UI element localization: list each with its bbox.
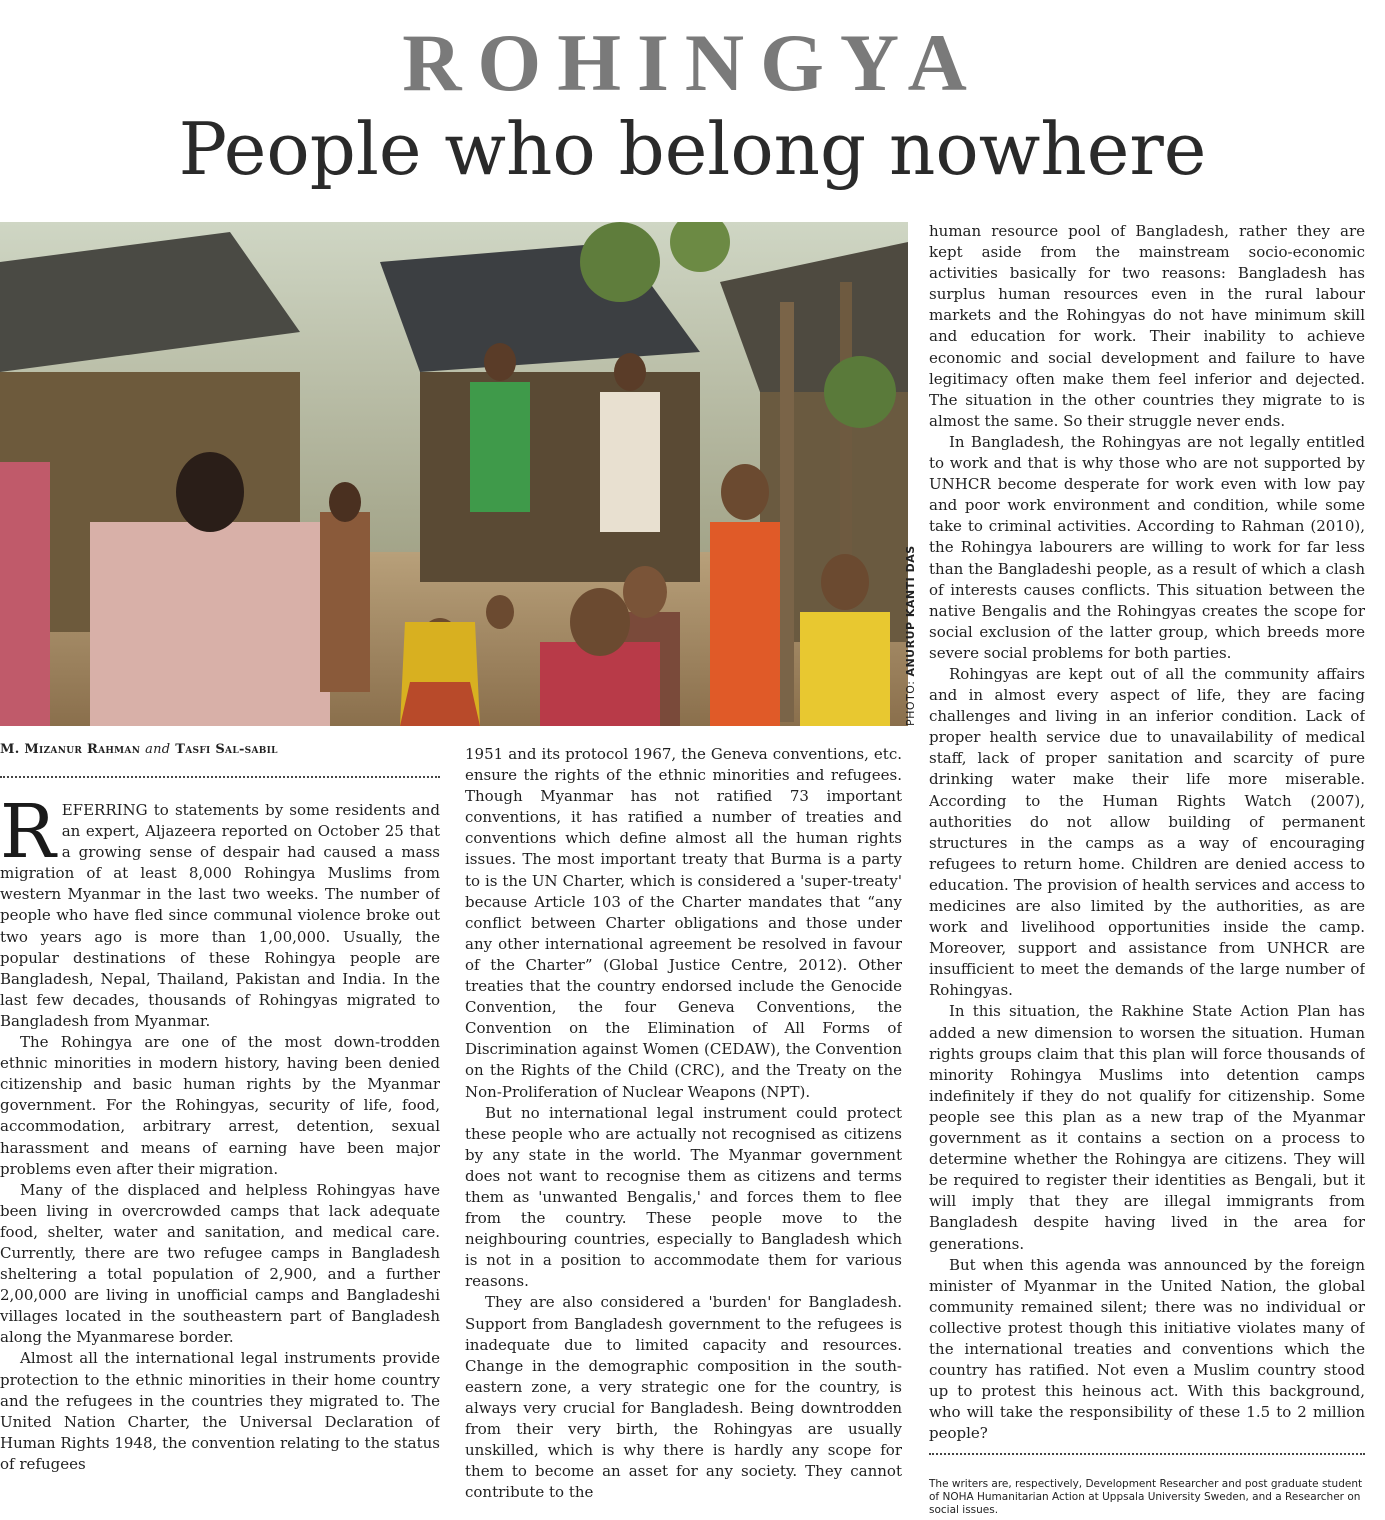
paragraph: In Bangladesh, the Rohingyas are not legally entitled to work and that is why those who are not supported by UNHCR become desperate for work even with low pay and poor work environment and condition, while some take to criminal activities. According to Rahman (2010), the Rohingya labourers are willing to work for far less than the Bangladeshi people, as a result of which a clash of interests causes conflicts. This situation between the native Bengalis and the Rohingyas creates the scope for social exclusion of the latter group, which breeds more severe social problems for both parties. (929, 432, 1365, 662)
paragraph: But when this agenda was announced by the foreign minister of Myanmar in the United Nation, the global community remained silent; there was no individual or collective protest though this initiative violates many of the international treaties and conventions which the country has ratified. Not even a Muslim country stood up to protest this heinous act. With this background, who will take the responsibility of these 1.5 to 2 million people? (929, 1255, 1365, 1443)
article-column-3 (929, 221, 1365, 1443)
paragraph: 1951 and its protocol 1967, the Geneva conventions, etc. ensure the rights of the ethnic minorities and refugees. Though Myanmar has not ratified 73 important conventions, it has ratified a number of treaties and conventions which define almost all the human rights issues. The most important treaty that Burma is a party to is the UN Charter, which is considered a 'super-treaty' because Article 103 of the Charter mandates that “any conflict between Charter obligations and those under any other international agreement be resolved in favour of the Charter” (Global Justice Centre, 2012). Other treaties that the country endorsed include the Genocide Convention, the four Geneva Conventions, the Convention on the Elimination of All Forms of Discrimination against Women (CEDAW), the Convention on the Rights of the Child (CRC), and the Treaty on the Non-Proliferation of Nuclear Weapons (NPT). (465, 745, 902, 1101)
section-kicker: ROHINGYA (402, 17, 983, 108)
byline-divider (0, 776, 440, 778)
paragraph: Almost all the international legal instruments provide protection to the ethnic minorities in their home country and the refugees in the countries they migrated to. The United Nation Charter, the Universal Declaration of Human Rights 1948, the convention relating to the status of refugees (0, 1349, 440, 1473)
author-1: M. Mizanur Rahman (0, 742, 141, 757)
paragraph: But no international legal instrument could protect these people who are actually not recognised as citizens by any state in the world. The Myanmar government does not want to recognise them as citizens and terms them as 'unwanted Bengalis,' and forces them to flee from the country. These people move to the neighbouring countries, especially to Bangladesh which is not in a position to accommodate them for various reasons. (465, 1103, 902, 1291)
photo-credit: PHOTO: ANURUP KANTI DAS (904, 545, 917, 726)
paragraph: In this situation, the Rakhine State Action Plan has added a new dimension to worsen the situation. Human rights groups claim that this plan will force thousands of minority Rohingya Muslims into detention camps indefinitely if they do not qualify for citizenship. Some people see this plan as a new trap of the Myanmar government as it contains a section on a process to determine whether the Rohingya are citizens. They will be required to register their identities as Bengali, but it will imply that they are illegal immigrants from Bangladesh despite having lived in the area for generations. (929, 1002, 1365, 1253)
byline-conjunction: and (145, 742, 171, 757)
drop-cap: R (0, 800, 56, 875)
byline (0, 742, 440, 757)
article-photo (0, 222, 908, 726)
paragraph: human resource pool of Bangladesh, rather they are kept aside from the mainstream socio-economic activities basically for two reasons: Bangladesh has surplus human resources even in the rural labour markets and the Rohingyas do not have minimum skill and education for work. Their inability to achieve economic and social development and failure to have legitimacy often make them feel inferior and dejected. The situation in the other countries they migrate to is almost the same. So their struggle never ends. (929, 222, 1365, 430)
author-footnote: The writers are, respectively, Development Researcher and post graduate student of NOHA Humanitarian Action at Uppsala University Sweden, and a Researcher on social issues. (929, 1478, 1363, 1516)
article-column-2 (465, 744, 902, 1520)
paragraph: Many of the displaced and helpless Rohingyas have been living in overcrowded camps that lack adequate food, shelter, water and sanitation, and medical care. Currently, there are two refugee camps in Bangladesh sheltering a total population of 2,900, and a further 2,00,000 are living in unofficial camps and Bangladeshi villages located in the southeastern part of Bangladesh along the Myanmarese border. (0, 1180, 440, 1347)
paragraph: Rohingyas are kept out of all the community affairs and in almost every aspect of life, they are facing challenges and living in an inferior condition. Lack of proper health service due to unavailability of medical staff, lack of proper sanitation and scarcity of pure drinking water make their life more miserable. According to the Human Rights Watch (2007), authorities do not allow building of permanent structures in the camps as a way of encouraging refugees to return home. Children are denied access to education. The provision of health services and access to medicines are also limited by the authorities, as are work and livelihood opportunities inside the camp. Moreover, support and assistance from UNHCR are insufficient to meet the demands of the large number of Rohingyas. (929, 664, 1365, 1000)
headline: People who belong nowhere (178, 107, 1207, 191)
footnote-divider (929, 1453, 1365, 1455)
author-2: Tasfi Sal-sabil (175, 742, 278, 757)
refugee-camp-illustration (0, 222, 908, 726)
article-column-1 (0, 800, 440, 1520)
paragraph: REFERRING to statements by some residents and an expert, Aljazeera reported on October 25 that a growing sense of despair had caused a mass migration of at least 8,000 Rohingya Muslims from western Myanmar in the last two weeks. The number of people who have fled since communal violence broke out two years ago is more than 1,00,000. Usually, the popular destinations of these Rohingya people are Bangladesh, Nepal, Thailand, Pakistan and India. In the last few decades, thousands of Rohingyas migrated to Bangladesh from Myanmar. (0, 800, 440, 1030)
paragraph: The Rohingya are one of the most down-trodden ethnic minorities in modern history, having been denied citizenship and basic human rights by the Myanmar government. For the Rohingyas, security of life, food, accommodation, arbitrary arrest, detention, sexual harassment and means of earning have been major problems even after their migration. (0, 1033, 440, 1178)
paragraph: They are also considered a 'burden' for Bangladesh. Support from Bangladesh government to the refugees is inadequate due to limited capacity and resources. Change in the demographic composition in the south-eastern zone, a very strategic one for the country, is always very crucial for Bangladesh. Being downtrodden from their very birth, the Rohingyas are usually unskilled, which is why there is hardly any scope for them to become an asset for any society. They cannot contribute to the (465, 1293, 902, 1502)
